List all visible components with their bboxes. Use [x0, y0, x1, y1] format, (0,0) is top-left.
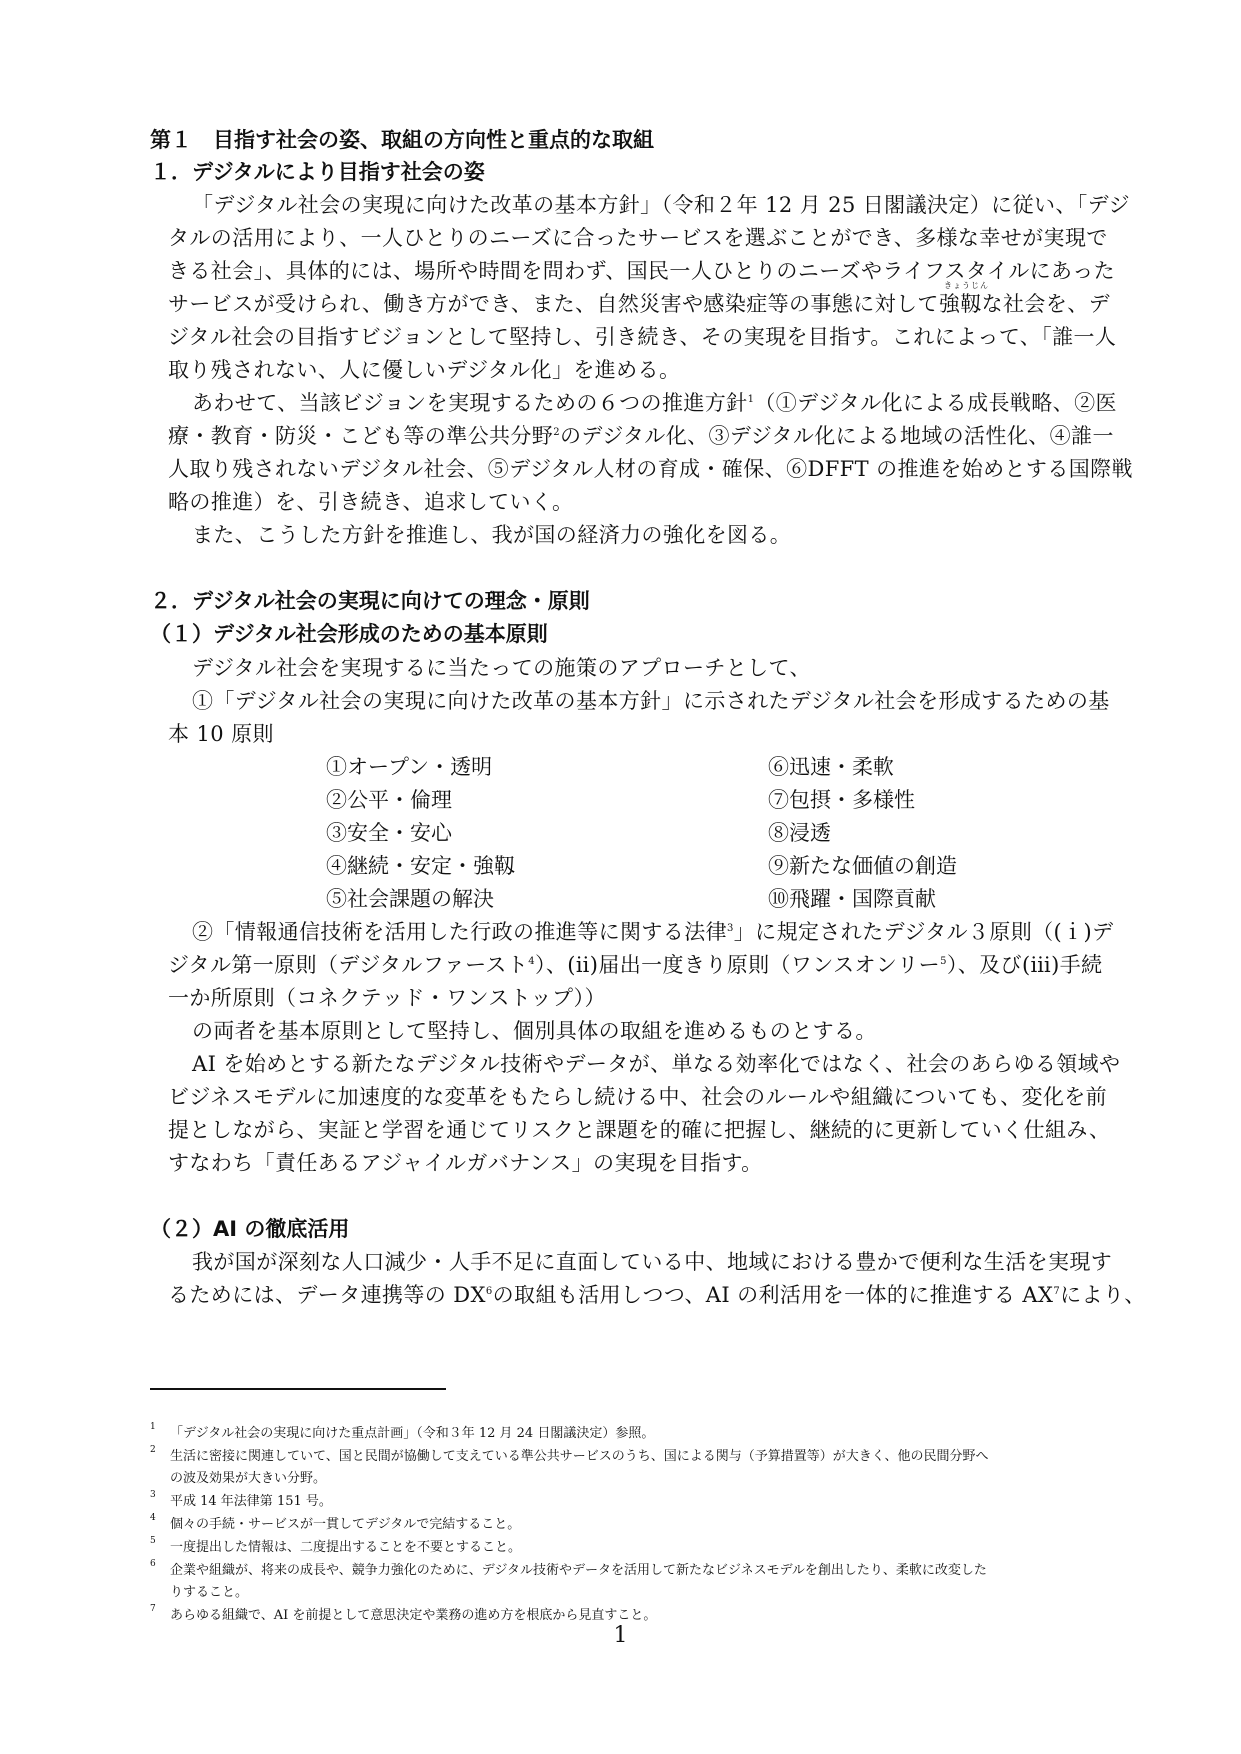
footnote-ref[interactable]: 4 — [528, 956, 535, 967]
paragraph-line: 略の推進）を、引き続き、追求していく。 — [168, 490, 574, 514]
paragraph-line: デジタル社会を実現するに当たっての施策のアプローチとして、 — [192, 656, 811, 680]
paragraph-line: ジタル第一原則（デジタルファースト$^4$）、(ⅱ)届出一度きり原則（ワンスオンリー$^5$）、及び(ⅲ)手続 — [168, 953, 1103, 977]
paragraph-line: るためには、データ連携等の $DX^6$の取組も活用しつつ、AI の利活用を一体的に推進する $AX^7$により、 — [168, 1283, 1146, 1307]
footnote: 4 個々の手続・サービスが一貫してデジタルで完結すること。 — [150, 1513, 521, 1532]
footnote: 6 企業や組織が、将来の成長や、競争力強化のために、デジタル技術やデータを活用して新たなビジネスモデルを創出したり、柔軟に改変した — [150, 1559, 987, 1578]
footnote: 5 一度提出した情報は、二度提出することを不要とすること。 — [150, 1536, 522, 1555]
section-1-title: １．デジタルにより目指す社会の姿 — [150, 160, 485, 184]
paragraph-line: 取り残されない、人に優しいデジタル化」を進める。 — [168, 358, 681, 382]
principle-item: ⑦包摂・多様性 — [768, 788, 915, 812]
paragraph-line: ビジネスモデルに加速度的な変革をもたらし続ける中、社会のルールや組織についても、変化を前 — [168, 1085, 1108, 1109]
principle-item: ⑩飛躍・国際貢献 — [768, 887, 936, 911]
paragraph-line: ②「情報通信技術を活用した行政の推進等に関する法律$^3$」に規定されたデジタル３原則（(ｉ)デ — [192, 920, 1114, 944]
principle-item: ②公平・倫理 — [326, 788, 452, 812]
subsection-1-title: （１）デジタル社会形成のための基本原則 — [150, 622, 548, 646]
principle-item: ⑤社会課題の解決 — [326, 887, 494, 911]
footnote-continuation: の波及効果が大きい分野。 — [170, 1471, 327, 1486]
footnote-ref[interactable]: 2 — [553, 427, 560, 438]
paragraph-line: 「デジタル社会の実現に向けた改革の基本方針」（令和２年 12 月 25 日閣議決定）に従い、「デジ — [192, 193, 1131, 217]
footnote-ref[interactable]: 5 — [940, 956, 947, 967]
footnote-divider — [150, 1388, 446, 1390]
paragraph-line: 人取り残されないデジタル社会、⑤デジタル人材の育成・確保、⑥DFFT の推進を始めとする国際戦 — [168, 457, 1133, 481]
footnote: 2 生活に密接に関連していて、国と民間が協働して支えている準公共サービスのうち、国による関与（予算措置等）が大きく、他の民間分野へ — [150, 1445, 989, 1464]
paragraph-line: 一か所原則（コネクテッド・ワンストップ）） — [168, 986, 606, 1010]
paragraph-line: あわせて、当該ビジョンを実現するための６つの推進方針$^1$（①デジタル化による成長戦略、②医 — [192, 391, 1117, 415]
footnote: 7 あらゆる組織で、AI を前提として意思決定や業務の進め方を根底から見直すこと。 — [150, 1604, 657, 1623]
ruby-annotation: きょうじん — [944, 281, 989, 290]
paragraph-line: 提としながら、実証と学習を通じてリスクと課題を的確に把握し、継続的に更新していく仕組み、 — [168, 1118, 1111, 1142]
paragraph-line: タルの活用により、一人ひとりのニーズに合ったサービスを選ぶことができ、多様な幸せが実現で — [168, 226, 1108, 250]
page-number: 1 — [613, 1623, 628, 1648]
paragraph-line: ジタル社会の目指すビジョンとして堅持し、引き続き、その実現を目指す。これによって、「誰一人 — [168, 325, 1117, 349]
paragraph-line: の両者を基本原則として堅持し、個別具体の取組を進めるものとする。 — [192, 1019, 877, 1043]
subsection-2-title: （２）AI の徹底活用 — [150, 1217, 350, 1241]
paragraph-line: きる社会」、具体的には、場所や時間を問わず、国民一人ひとりのニーズやライフスタイルにあった — [168, 259, 1116, 283]
principle-item: ④継続・安定・強靱 — [326, 854, 515, 878]
footnote-continuation: りすること。 — [170, 1585, 249, 1600]
paragraph-line: 療・教育・防災・こども等の準公共分野$^2$のデジタル化、③デジタル化による地域の活性化、④誰一 — [168, 424, 1114, 448]
footnote: 3 平成 14 年法律第 151 号。 — [150, 1490, 332, 1509]
paragraph-line: 我が国が深刻な人口減少・人手不足に直面している中、地域における豊かで便利な生活を実現す — [192, 1250, 1113, 1274]
paragraph-line: また、こうした方針を推進し、我が国の経済力の強化を図る。 — [192, 523, 792, 547]
paragraph-line: AI を始めとする新たなデジタル技術やデータが、単なる効率化ではなく、社会のあらゆる領域や — [192, 1052, 1121, 1076]
footnote-ref[interactable]: 6 — [485, 1286, 493, 1297]
footnote-ref[interactable]: 1 — [747, 394, 755, 405]
principle-item: ③安全・安心 — [326, 821, 452, 845]
footnote-ref[interactable]: 3 — [727, 923, 734, 934]
chapter-title: 第１ 目指す社会の姿、取組の方向性と重点的な取組 — [150, 128, 654, 152]
paragraph-line: サービスが受けられ、働き方ができ、また、自然災害や感染症等の事態に対して強靱な社会を、デ — [168, 292, 1111, 316]
paragraph-line: すなわち「責任あるアジャイルガバナンス」の実現を目指す。 — [168, 1151, 763, 1175]
principle-item: ⑨新たな価値の創造 — [768, 854, 957, 878]
paragraph-line: 本 10 原則 — [168, 722, 274, 746]
principle-item: ⑧浸透 — [768, 821, 831, 845]
footnote: 1 「デジタル社会の実現に向けた重点計画」（令和３年 12 月 24 日閣議決定）参照。 — [150, 1422, 655, 1441]
section-2-title: ２．デジタル社会の実現に向けての理念・原則 — [150, 589, 590, 613]
footnote-ref[interactable]: 7 — [1053, 1286, 1061, 1297]
paragraph-line: ①「デジタル社会の実現に向けた改革の基本方針」に示されたデジタル社会を形成するための基 — [192, 689, 1110, 713]
principle-item: ⑥迅速・柔軟 — [768, 755, 894, 779]
principle-item: ①オープン・透明 — [326, 755, 493, 779]
